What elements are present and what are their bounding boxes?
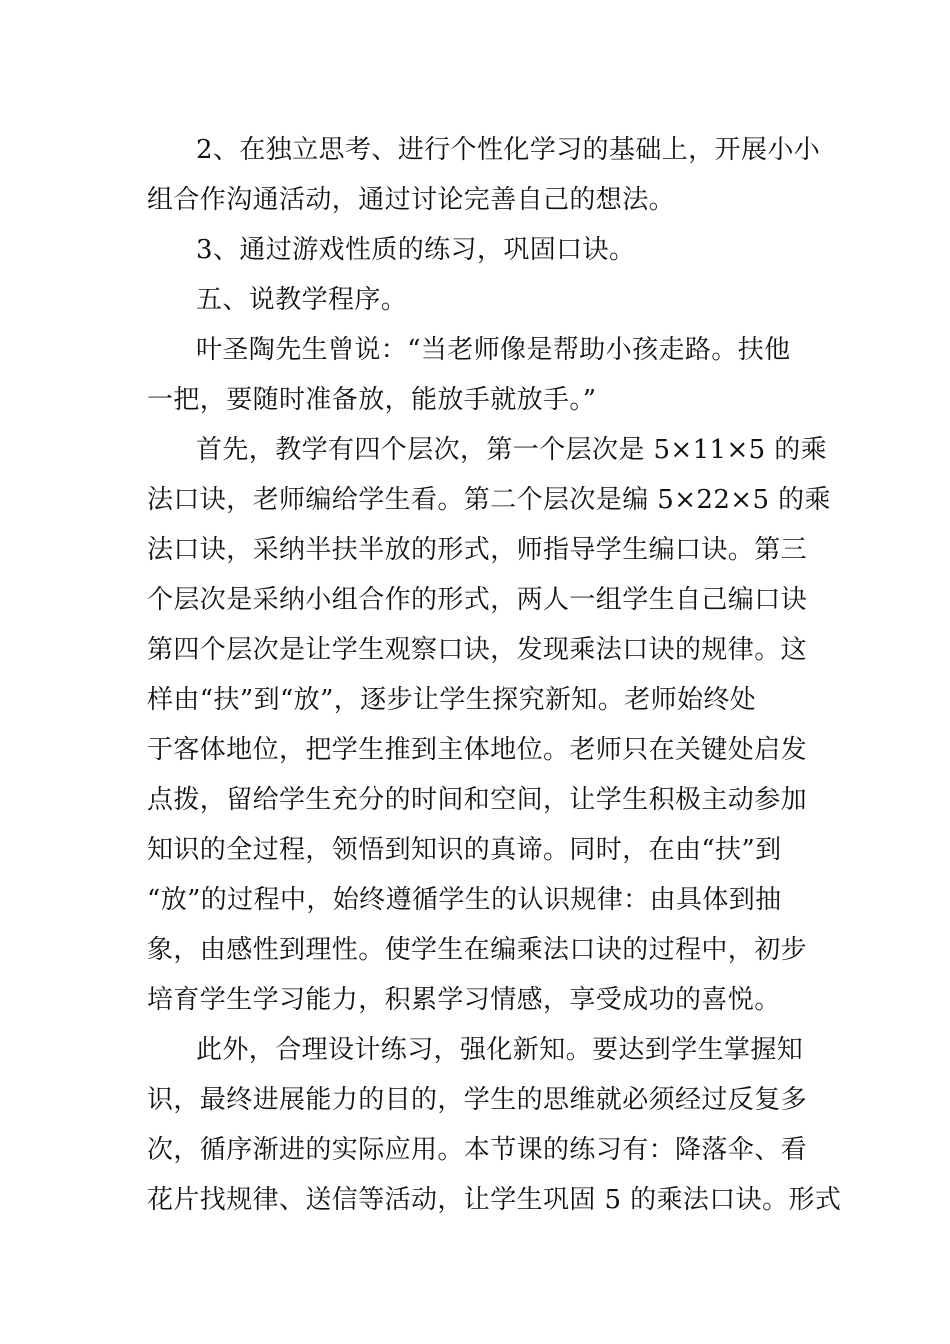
text-line: 象，由感性到理性。使学生在编乘法口诀的过程中，初步 (147, 935, 808, 965)
text-line: 法口诀，老师编给学生看。第二个层次是编 5×22×5 的乘 (147, 485, 831, 515)
text-line: 识，最终进展能力的目的，学生的思维就必须经过反复多 (147, 1085, 808, 1115)
text-line: 叶圣陶先生曾说：“当老师像是帮助小孩走路。扶他 (196, 335, 791, 365)
text-line: 组合作沟通活动，通过讨论完善自己的想法。 (147, 185, 676, 215)
section-heading: 五、说教学程序。 (196, 285, 408, 315)
text-line: 第四个层次是让学生观察口诀，发现乘法口诀的规律。这 (147, 635, 808, 665)
text-line: 首先，教学有四个层次，第一个层次是 5×11×5 的乘 (196, 435, 828, 465)
text-line: 样由“扶”到“放”，逐步让学生探究新知。老师始终处 (147, 685, 757, 715)
text-line: 此外，合理设计练习，强化新知。要达到学生掌握知 (196, 1035, 804, 1065)
text-line: 3、通过游戏性质的练习，巩固口诀。 (196, 235, 636, 265)
text-line: 2、在独立思考、进行个性化学习的基础上，开展小小 (196, 135, 821, 165)
text-line: 培育学生学习能力，积累学习情感，享受成功的喜悦。 (147, 985, 781, 1015)
text-line: “放”的过程中，始终遵循学生的认识规律：由具体到抽 (147, 885, 782, 915)
text-line: 法口诀，采纳半扶半放的形式，师指导学生编口诀。第三 (147, 535, 808, 565)
text-line: 知识的全过程，领悟到知识的真谛。同时，在由“扶”到 (147, 835, 782, 865)
text-line: 次，循序渐进的实际应用。本节课的练习有：降落伞、看 (147, 1135, 808, 1165)
text-line: 于客体地位，把学生推到主体地位。老师只在关键处启发 (147, 735, 808, 765)
text-line: 个层次是采纳小组合作的形式，两人一组学生自己编口诀 (147, 585, 808, 615)
text-line: 花片找规律、送信等活动，让学生巩固 5 的乘法口诀。形式 (147, 1185, 842, 1215)
text-line: 一把，要随时准备放，能放手就放手。” (147, 385, 597, 415)
text-line: 点拨，留给学生充分的时间和空间，让学生积极主动参加 (147, 785, 808, 815)
